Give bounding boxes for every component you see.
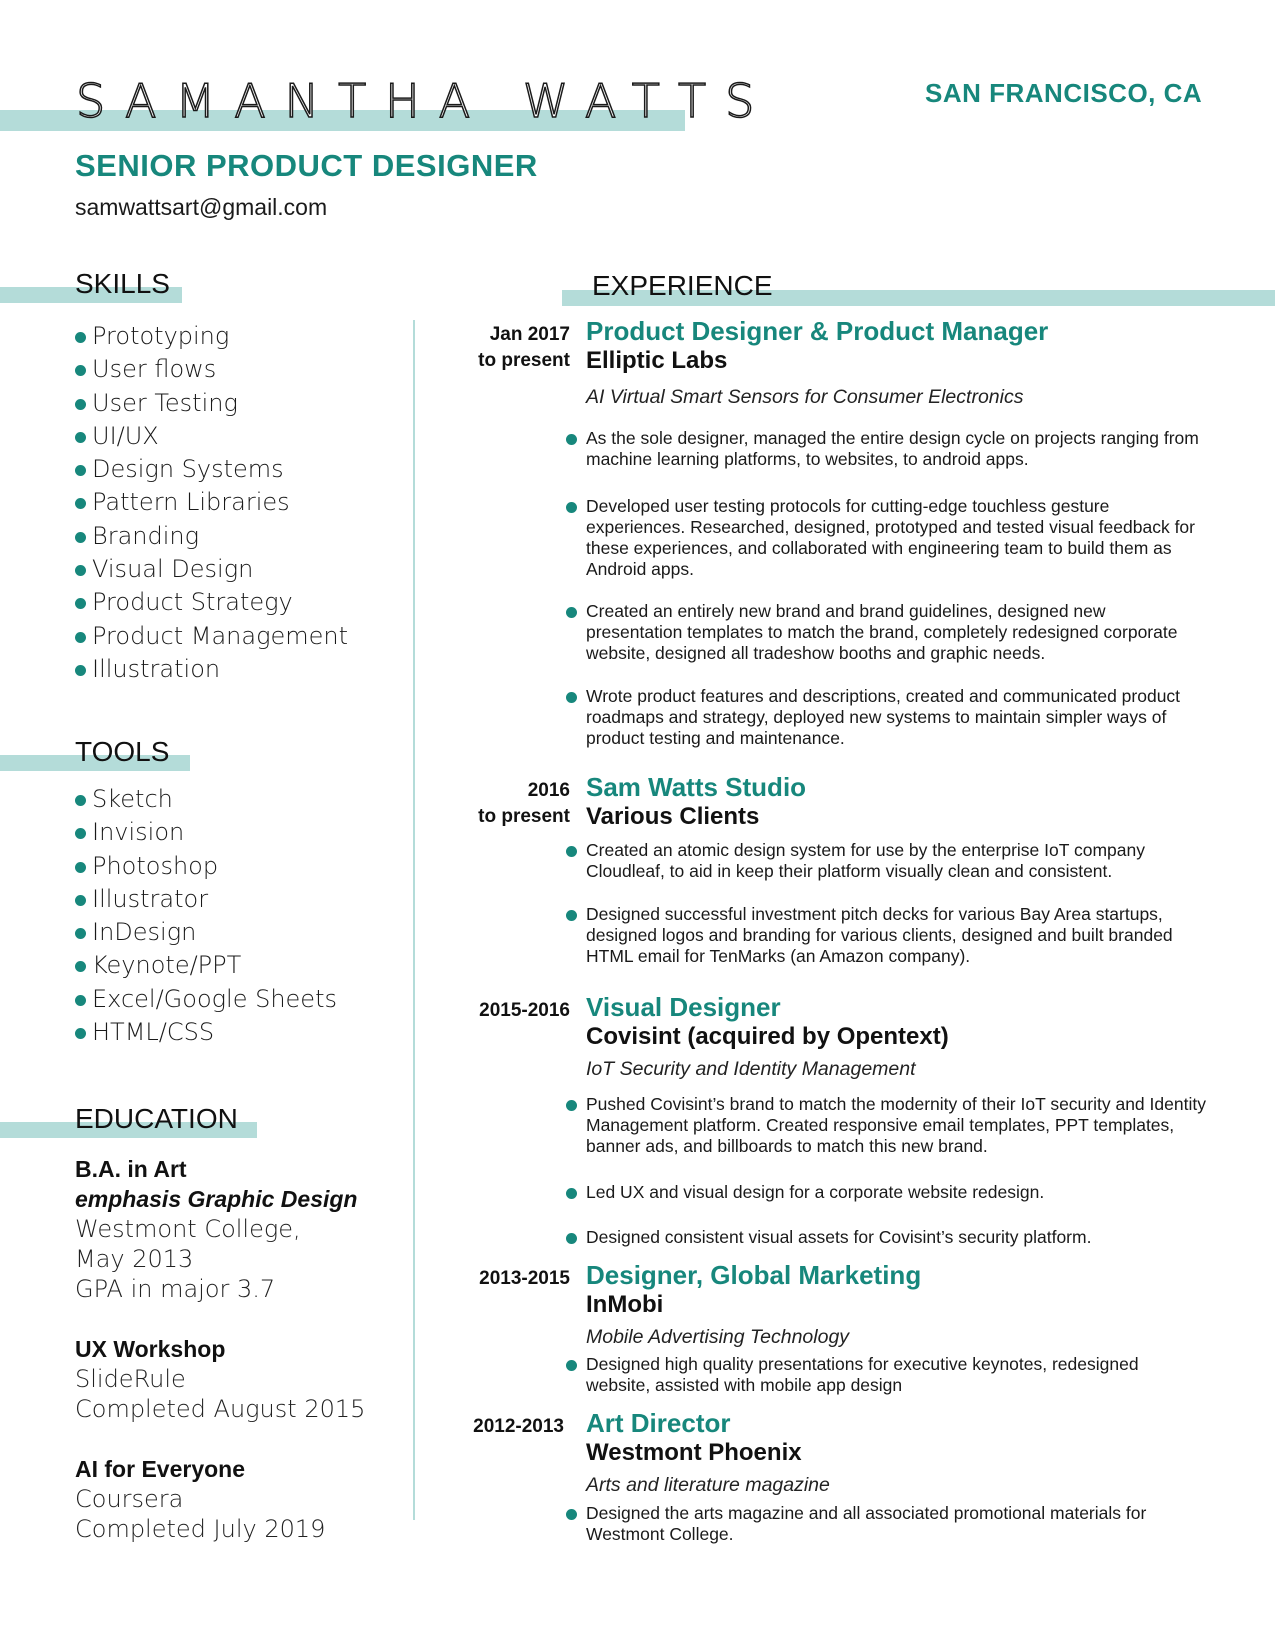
experience-heading: EXPERIENCE <box>592 270 773 301</box>
education-line: Completed July 2019 <box>75 1515 326 1543</box>
job-role: Art Director <box>586 1408 731 1438</box>
bullet-item: Led UX and visual design for a corporate website redesign. <box>566 1182 1206 1203</box>
date-end: to present <box>478 806 570 827</box>
job-role: Designer, Global Marketing <box>586 1260 922 1290</box>
company-description: IoT Security and Identity Management <box>586 1058 916 1080</box>
list-item: Keynote/PPT <box>75 949 337 982</box>
tools-list <box>75 783 337 1049</box>
bullet-item: Designed the arts magazine and all associated promotional materials for Westmont College. <box>566 1503 1206 1545</box>
date-range <box>440 998 570 1024</box>
date-range <box>440 778 570 830</box>
degree: AI for Everyone <box>75 1456 245 1482</box>
company-description: Mobile Advertising Technology <box>586 1326 850 1348</box>
candidate-name: SAMANTHA WATTS <box>76 74 774 128</box>
list-item: Invision <box>75 816 337 849</box>
list-item: Sketch <box>75 783 337 816</box>
date-start: Jan 2017 <box>489 324 570 345</box>
job-role: Product Designer & Product Manager <box>586 316 1049 346</box>
skills-heading: SKILLS <box>75 268 170 299</box>
degree: B.A. in Art <box>75 1156 187 1182</box>
bullet-list <box>566 428 1206 749</box>
list-item: Photoshop <box>75 850 337 883</box>
bullet-block <box>566 840 1206 967</box>
bullet-list <box>566 840 1206 967</box>
list-item: User Testing <box>75 387 348 420</box>
education-line: SlideRule <box>75 1365 186 1393</box>
list-item: Prototyping <box>75 320 348 353</box>
date-end: to present <box>478 350 570 371</box>
company: Covisint (acquired by Opentext) <box>586 1023 949 1050</box>
education-entry <box>75 1154 405 1304</box>
bullet-list <box>566 1503 1206 1545</box>
bullet-item: As the sole designer, managed the entire design cycle on projects ranging from machine learning platforms, to websites, to android apps. <box>566 428 1206 470</box>
list-item: Design Systems <box>75 453 348 486</box>
list-item: Illustrator <box>75 883 337 916</box>
list-item: InDesign <box>75 916 337 949</box>
bullet-list <box>566 1354 1206 1396</box>
date-start: 2012-2013 <box>473 1416 564 1437</box>
education-line: Coursera <box>75 1485 184 1513</box>
bullet-item: Pushed Covisint’s brand to match the modernity of their IoT security and Identity Management platform. Created responsive email templates, PPT templates, banner ads, and billboards to match this new brand. <box>566 1094 1206 1157</box>
company: Elliptic Labs <box>586 347 728 374</box>
date-start: 2016 <box>527 780 570 801</box>
bullet-item: Designed high quality presentations for executive keynotes, redesigned website, assisted with mobile app design <box>566 1354 1206 1396</box>
location: SAN FRANCISCO, CA <box>925 78 1203 108</box>
email-address[interactable]: samwattsart@gmail.com <box>75 194 328 220</box>
list-item: HTML/CSS <box>75 1016 337 1049</box>
list-item: Product Management <box>75 620 348 653</box>
bullet-item: Wrote product features and descriptions, created and communicated product roadmaps and strategy, deployed new systems to maintain simpler ways of product testing and maintenance. <box>566 686 1206 749</box>
date-range <box>440 322 570 374</box>
bullet-item: Created an atomic design system for use by the enterprise IoT company Cloudleaf, to aid in keep their platform visually clean and consistent. <box>566 840 1206 882</box>
list-item: User flows <box>75 353 348 386</box>
bullet-item: Designed consistent visual assets for Covisint’s security platform. <box>566 1227 1206 1248</box>
job-title: SENIOR PRODUCT DESIGNER <box>75 148 538 183</box>
list-item: Product Strategy <box>75 586 348 619</box>
degree-emphasis: emphasis Graphic Design <box>75 1186 358 1212</box>
education-line: Completed August 2015 <box>75 1395 366 1423</box>
list-item: Visual Design <box>75 553 348 586</box>
education-entry <box>75 1334 405 1424</box>
bullet-list <box>566 1094 1206 1248</box>
company: InMobi <box>586 1291 664 1318</box>
column-divider <box>413 320 415 1520</box>
list-item: Excel/Google Sheets <box>75 983 337 1016</box>
date-range <box>434 1414 564 1440</box>
job-role: Sam Watts Studio <box>586 772 807 802</box>
skills-list <box>75 320 348 686</box>
education-line: GPA in major 3.7 <box>75 1275 276 1303</box>
date-start: 2015-2016 <box>479 1000 570 1021</box>
degree: UX Workshop <box>75 1336 226 1362</box>
job-role: Visual Designer <box>586 992 781 1022</box>
education-entry <box>75 1454 405 1544</box>
education-line: Westmont College, <box>75 1215 301 1243</box>
tools-heading: TOOLS <box>75 736 170 767</box>
company: Westmont Phoenix <box>586 1439 802 1466</box>
bullet-item: Designed successful investment pitch decks for various Bay Area startups, designed logos and branding for various clients, designed and built branded HTML email for TenMarks (an Amazon company). <box>566 904 1206 967</box>
bullet-item: Developed user testing protocols for cutting-edge touchless gesture experiences. Researched, designed, prototyped and tested visual feedback for these experiences, and collaborated with engineering team to build them as Android apps. <box>566 496 1206 580</box>
date-start: 2013-2015 <box>479 1268 570 1289</box>
education-line: May 2013 <box>75 1245 194 1273</box>
company-description: AI Virtual Smart Sensors for Consumer Electronics <box>586 386 1024 408</box>
list-item: Branding <box>75 520 348 553</box>
list-item: UI/UX <box>75 420 348 453</box>
company-description: Arts and literature magazine <box>586 1474 830 1496</box>
list-item: Pattern Libraries <box>75 486 348 519</box>
education-heading: EDUCATION <box>75 1103 238 1134</box>
bullet-item: Created an entirely new brand and brand guidelines, designed new presentation templates to match the brand, completely redesigned corporate website, designed all tradeshow booths and graphic needs. <box>566 601 1206 664</box>
list-item: Illustration <box>75 653 348 686</box>
company: Various Clients <box>586 803 760 830</box>
date-range <box>440 1266 570 1292</box>
